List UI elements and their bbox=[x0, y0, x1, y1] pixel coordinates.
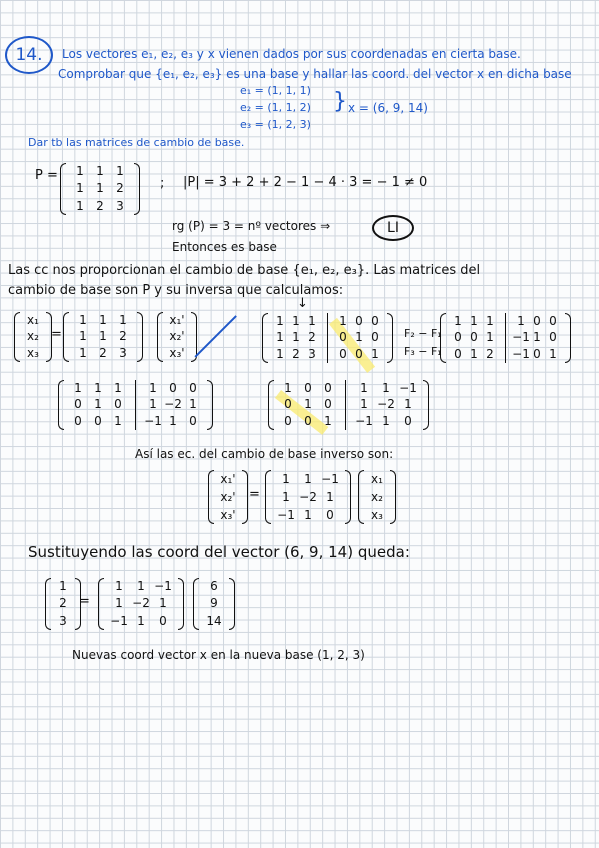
vector-x-prime-2 bbox=[208, 470, 248, 524]
matrix-cell: 0 bbox=[339, 330, 347, 345]
matrix-cell: 1 bbox=[79, 329, 87, 344]
matrix-cell: 1 bbox=[371, 347, 379, 362]
matrix-cell: 1 bbox=[276, 347, 284, 362]
matrix-cell: 1 bbox=[79, 346, 87, 361]
matrix-cell: 1 bbox=[276, 313, 284, 328]
matrix-cell: 3 bbox=[308, 347, 316, 362]
matrix-cell: −1 bbox=[277, 507, 295, 522]
row-op-1: F₂ − F₁ bbox=[404, 327, 442, 340]
matrix-cell: 3 bbox=[116, 198, 124, 213]
matrix-cell: 1 bbox=[137, 579, 145, 594]
matrix-cell: 1 bbox=[292, 313, 300, 328]
matrix-cell: x₂ bbox=[371, 489, 383, 504]
matrix-cell: 1 bbox=[59, 579, 67, 594]
semicolon: ; bbox=[160, 176, 165, 191]
vector-x-2 bbox=[358, 470, 396, 524]
matrix-cell: 1 bbox=[99, 312, 107, 327]
matrix-cell: 6 bbox=[210, 579, 218, 594]
statement-line-1: Los vectores e₁, e₂, e₃ y x vienen dados por sus coordenadas en cierta base. bbox=[62, 47, 521, 61]
matrix-cell: 2 bbox=[59, 596, 67, 611]
matrix-cell: 0 bbox=[114, 397, 122, 412]
matrix-cell: 0 bbox=[339, 347, 347, 362]
matrix-cell: 0 bbox=[324, 397, 332, 412]
matrix-cell: 0 bbox=[454, 347, 462, 362]
substitution-text: Sustituyendo las coord del vector (6, 9, 14) queda: bbox=[28, 543, 410, 561]
given-e2: e₂ = (1, 1, 2) bbox=[240, 101, 311, 114]
matrix-cell: −1 bbox=[154, 579, 172, 594]
matrix-cell: 0 bbox=[169, 380, 177, 395]
matrix-cell: x₁ bbox=[371, 471, 383, 486]
matrix-cell: 1 bbox=[115, 596, 123, 611]
matrix-cell: 1 bbox=[115, 579, 123, 594]
matrix-p-inverse-2 bbox=[98, 578, 184, 630]
matrix-p-inverse bbox=[265, 470, 351, 524]
matrix-cell: x₂ bbox=[27, 329, 39, 344]
matrix-cell: 1 bbox=[76, 164, 84, 179]
equals-sign-3: = bbox=[79, 594, 90, 609]
matrix-cell: 0 bbox=[189, 414, 197, 429]
matrix-cell: 0 bbox=[159, 613, 167, 628]
matrix-cell: 0 bbox=[371, 313, 379, 328]
brace-icon: } bbox=[333, 89, 347, 114]
augmented-matrix-2 bbox=[440, 313, 571, 363]
matrix-cell: −2 bbox=[299, 489, 317, 504]
matrix-cell: 2 bbox=[116, 181, 124, 196]
matrix-cell: 1 bbox=[76, 181, 84, 196]
determinant-expression: |P| = 3 + 2 + 2 − 1 − 4 · 3 = − 1 ≠ 0 bbox=[183, 175, 428, 190]
matrix-cell: −1 bbox=[512, 347, 530, 362]
matrix-cell: x₃' bbox=[169, 346, 185, 361]
matrix-cell: 0 bbox=[355, 313, 363, 328]
matrix-cell: 1 bbox=[114, 380, 122, 395]
augmented-matrix-4 bbox=[268, 380, 429, 430]
equals-sign: = bbox=[51, 327, 62, 342]
matrix-cell: 1 bbox=[382, 414, 390, 429]
matrix-cell: 0 bbox=[324, 380, 332, 395]
matrix-cell: −1 bbox=[110, 613, 128, 628]
matrix-cell: 0 bbox=[304, 414, 312, 429]
matrix-cell: 1 bbox=[116, 164, 124, 179]
matrix-cell: 1 bbox=[94, 397, 102, 412]
li-label: LI bbox=[372, 215, 414, 241]
matrix-cell: 0 bbox=[304, 380, 312, 395]
matrix-p-eq bbox=[63, 312, 143, 362]
matrix-cell: −1 bbox=[321, 471, 339, 486]
matrix-cell: 0 bbox=[189, 380, 197, 395]
matrix-cell: 3 bbox=[59, 613, 67, 628]
result-vector bbox=[45, 578, 81, 630]
matrix-cell: 1 bbox=[159, 596, 167, 611]
matrix-cell: 2 bbox=[486, 347, 494, 362]
change-line-2: cambio de base son P y su inversa que calculamos: bbox=[8, 283, 344, 298]
exercise-number: 14. bbox=[5, 36, 53, 74]
matrix-cell: 1 bbox=[96, 164, 104, 179]
task-text: Dar tb las matrices de cambio de base. bbox=[28, 136, 245, 149]
augmented-matrix-3 bbox=[58, 380, 213, 430]
matrix-cell: 1 bbox=[304, 397, 312, 412]
matrix-cell: x₃ bbox=[371, 507, 383, 522]
matrix-p bbox=[60, 163, 140, 215]
matrix-cell: 1 bbox=[119, 312, 127, 327]
matrix-cell: 1 bbox=[276, 330, 284, 345]
matrix-cell: −1 bbox=[399, 380, 417, 395]
vector-x-prime bbox=[157, 312, 197, 362]
matrix-cell: 1 bbox=[486, 330, 494, 345]
matrix-cell: −1 bbox=[355, 414, 373, 429]
matrix-cell: 1 bbox=[339, 313, 347, 328]
matrix-cell: 1 bbox=[149, 397, 157, 412]
matrix-cell: 0 bbox=[404, 414, 412, 429]
matrix-cell: 1 bbox=[74, 380, 82, 395]
matrix-cell: 1 bbox=[76, 198, 84, 213]
matrix-cell: 0 bbox=[533, 313, 541, 328]
matrix-cell: 1 bbox=[470, 347, 478, 362]
matrix-cell: x₃' bbox=[220, 507, 236, 522]
matrix-cell: 1 bbox=[189, 397, 197, 412]
given-e1: e₁ = (1, 1, 1) bbox=[240, 84, 311, 97]
matrix-cell: 0 bbox=[549, 330, 557, 345]
matrix-cell: x₁' bbox=[169, 312, 185, 327]
given-x: x = (6, 9, 14) bbox=[348, 101, 428, 115]
matrix-cell: x₂' bbox=[220, 489, 236, 504]
matrix-cell: −2 bbox=[132, 596, 150, 611]
matrix-cell: 3 bbox=[119, 346, 127, 361]
change-line-1: Las cc nos proporcionan el cambio de base {e₁, e₂, e₃}. Las matrices del bbox=[8, 263, 481, 278]
vector-x bbox=[14, 312, 52, 362]
matrix-cell: 1 bbox=[549, 347, 557, 362]
matrix-cell: 1 bbox=[454, 313, 462, 328]
matrix-cell: 1 bbox=[486, 313, 494, 328]
matrix-cell: 2 bbox=[96, 198, 104, 213]
matrix-cell: 1 bbox=[94, 380, 102, 395]
matrix-cell: 1 bbox=[149, 380, 157, 395]
matrix-cell: 1 bbox=[282, 471, 290, 486]
matrix-cell: 1 bbox=[137, 613, 145, 628]
equals-sign-2: = bbox=[249, 487, 260, 502]
matrix-cell: 1 bbox=[96, 181, 104, 196]
matrix-cell: 9 bbox=[210, 596, 218, 611]
matrix-cell: −2 bbox=[164, 397, 182, 412]
matrix-cell: 1 bbox=[470, 313, 478, 328]
matrix-cell: x₂' bbox=[169, 329, 185, 344]
matrix-cell: 0 bbox=[326, 507, 334, 522]
matrix-cell: −2 bbox=[377, 397, 395, 412]
matrix-cell: 2 bbox=[99, 346, 107, 361]
matrix-cell: 1 bbox=[292, 330, 300, 345]
matrix-cell: 0 bbox=[74, 397, 82, 412]
down-arrow-icon: ↓ bbox=[297, 296, 308, 311]
matrix-cell: 1 bbox=[324, 414, 332, 429]
row-op-2: F₃ − F₁ bbox=[404, 345, 442, 358]
matrix-cell: −1 bbox=[144, 414, 162, 429]
matrix-cell: 1 bbox=[404, 397, 412, 412]
matrix-cell: 0 bbox=[355, 347, 363, 362]
matrix-cell: 1 bbox=[533, 330, 541, 345]
matrix-cell: 0 bbox=[533, 347, 541, 362]
matrix-cell: 1 bbox=[114, 414, 122, 429]
matrix-cell: 0 bbox=[94, 414, 102, 429]
final-result: Nuevas coord vector x en la nueva base (1, 2, 3) bbox=[72, 648, 365, 662]
rank-expression: rg (P) = 3 = nº vectores ⇒ bbox=[172, 219, 331, 233]
given-e3: e₃ = (1, 2, 3) bbox=[240, 118, 311, 131]
matrix-cell: 2 bbox=[292, 347, 300, 362]
matrix-cell: 14 bbox=[206, 613, 222, 628]
matrix-cell: 0 bbox=[549, 313, 557, 328]
separator-slash bbox=[194, 315, 236, 357]
matrix-cell: 1 bbox=[79, 312, 87, 327]
matrix-cell: 1 bbox=[382, 380, 390, 395]
vector-x-values bbox=[193, 578, 235, 630]
matrix-cell: 0 bbox=[371, 330, 379, 345]
matrix-cell: 2 bbox=[308, 330, 316, 345]
matrix-cell: 1 bbox=[517, 313, 525, 328]
matrix-cell: 1 bbox=[282, 489, 290, 504]
matrix-cell: 1 bbox=[326, 489, 334, 504]
matrix-cell: 2 bbox=[119, 329, 127, 344]
matrix-cell: x₁' bbox=[220, 471, 236, 486]
conclusion-text: Entonces es base bbox=[172, 240, 277, 254]
matrix-cell: x₁ bbox=[27, 312, 39, 327]
statement-line-2: Comprobar que {e₁, e₂, e₃} es una base y hallar las coord. del vector x en dicha base bbox=[58, 67, 572, 81]
matrix-cell: 1 bbox=[304, 471, 312, 486]
matrix-cell: 1 bbox=[360, 397, 368, 412]
matrix-cell: x₃ bbox=[27, 346, 39, 361]
matrix-cell: 0 bbox=[284, 414, 292, 429]
matrix-cell: 0 bbox=[284, 397, 292, 412]
matrix-cell: 1 bbox=[360, 380, 368, 395]
matrix-cell: 0 bbox=[470, 330, 478, 345]
matrix-cell: −1 bbox=[512, 330, 530, 345]
matrix-cell: 0 bbox=[454, 330, 462, 345]
matrix-cell: 1 bbox=[169, 414, 177, 429]
p-label: P = bbox=[35, 168, 58, 183]
matrix-cell: 1 bbox=[308, 313, 316, 328]
matrix-cell: 1 bbox=[355, 330, 363, 345]
matrix-cell: 1 bbox=[284, 380, 292, 395]
inverse-text: Así las ec. del cambio de base inverso son: bbox=[135, 447, 394, 461]
matrix-cell: 1 bbox=[304, 507, 312, 522]
augmented-matrix-1 bbox=[262, 313, 393, 363]
matrix-cell: 0 bbox=[74, 414, 82, 429]
matrix-cell: 1 bbox=[99, 329, 107, 344]
